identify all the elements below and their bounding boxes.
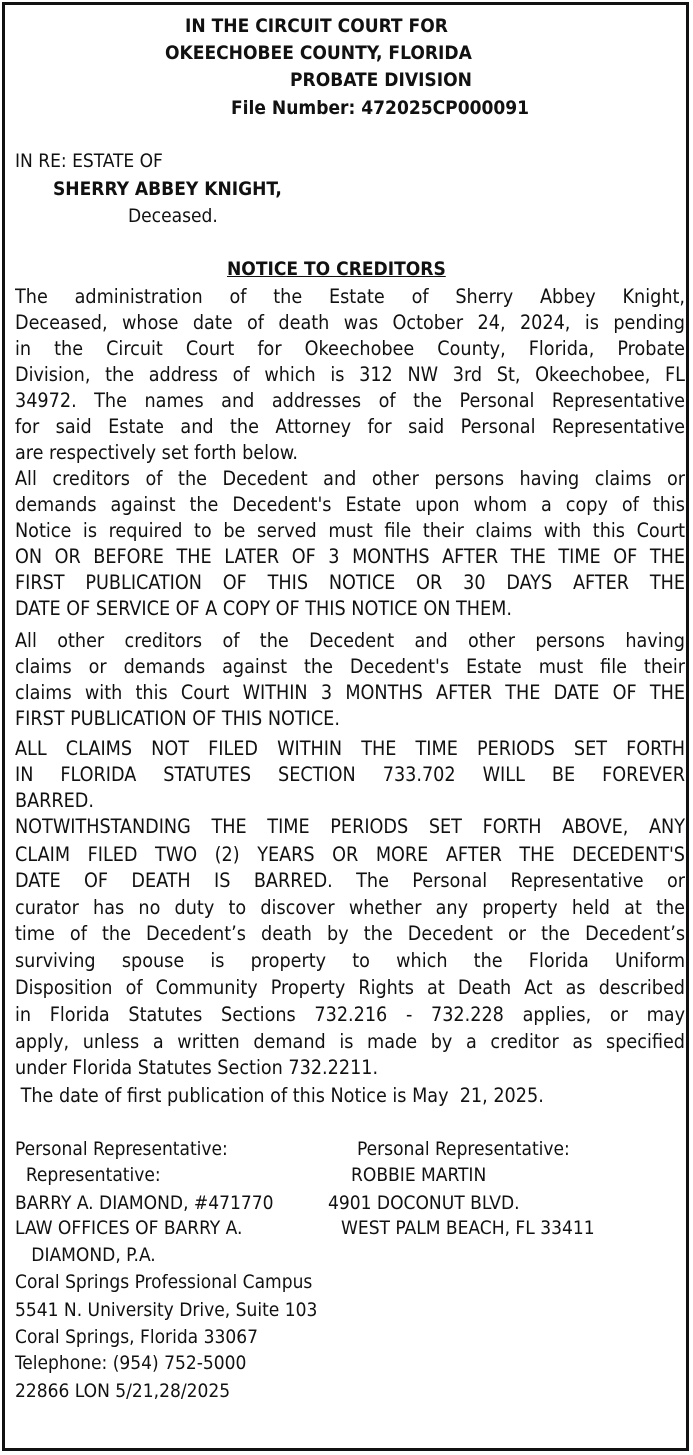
p3-line-4: FIRST PUBLICATION OF THIS NOTICE. xyxy=(15,707,340,730)
attorney-label: Personal Representative: xyxy=(15,1138,228,1160)
attorney-name: BARRY A. DIAMOND, #471770 xyxy=(15,1192,274,1214)
p1-line-3: in the Circuit Court for Okeechobee County, Florida, Probate xyxy=(15,337,685,360)
representative-street: 4901 DOCONUT BLVD. xyxy=(328,1192,520,1214)
p5-line-3: DATE OF DEATH IS BARRED. The Personal Representative or xyxy=(15,869,685,892)
p5-line-1: NOTWITHSTANDING THE TIME PERIODS SET FORTH ABOVE, ANY xyxy=(15,815,685,838)
p2-line-4: ON OR BEFORE THE LATER OF 3 MONTHS AFTER THE TIME OF THE xyxy=(15,545,685,568)
attorney-label-2: Representative: xyxy=(15,1164,161,1186)
publication-date: The date of first publication of this Notice is May 21, 2025. xyxy=(15,1084,544,1107)
decedent-name: SHERRY ABBEY KNIGHT, xyxy=(53,178,282,200)
p1-line-7: are respectively set forth below. xyxy=(15,441,299,464)
p5-line-5: time of the Decedent’s death by the Decedent or the Decedent’s xyxy=(15,922,685,945)
legal-notice xyxy=(2,2,689,1451)
p2-line-5: FIRST PUBLICATION OF THIS NOTICE OR 30 DAYS AFTER THE xyxy=(15,571,685,594)
representative-label: Personal Representative: xyxy=(357,1138,570,1160)
p2-line-6: DATE OF SERVICE OF A COPY OF THIS NOTICE ON THEM. xyxy=(15,597,512,620)
representative-city: WEST PALM BEACH, FL 33411 xyxy=(341,1217,595,1239)
division-title: PROBATE DIVISION xyxy=(290,69,472,91)
p3-line-1: All other creditors of the Decedent and other persons having xyxy=(15,629,685,652)
deceased-label: Deceased. xyxy=(128,205,218,227)
attorney-firm-2: DIAMOND, P.A. xyxy=(15,1244,156,1266)
p3-line-3: claims with this Court WITHIN 3 MONTHS AFTER THE DATE OF THE xyxy=(15,681,685,704)
p5-line-6: surviving spouse is property to which the Florida Uniform xyxy=(15,949,685,972)
attorney-firm-1: LAW OFFICES OF BARRY A. xyxy=(15,1217,243,1239)
p5-line-4: curator has no duty to discover whether any property held at the xyxy=(15,896,685,919)
attorney-phone: Telephone: (954) 752-5000 xyxy=(15,1352,247,1374)
attorney-campus: Coral Springs Professional Campus xyxy=(15,1271,313,1293)
p1-line-6: for said Estate and the Attorney for said Personal Representative xyxy=(15,415,685,438)
court-line-1: IN THE CIRCUIT COURT FOR xyxy=(185,15,448,37)
p4-line-3: BARRED. xyxy=(15,789,94,812)
representative-name: ROBBIE MARTIN xyxy=(351,1164,487,1186)
p5-line-10: under Florida Statutes Section 732.2211. xyxy=(15,1056,379,1079)
p2-line-3: Notice is required to be served must file their claims with this Court xyxy=(15,519,685,542)
p5-line-9: apply, unless a written demand is made by a creditor as specified xyxy=(15,1030,685,1053)
p4-line-1: ALL CLAIMS NOT FILED WITHIN THE TIME PERIODS SET FORTH xyxy=(15,737,685,760)
p2-line-1: All creditors of the Decedent and other persons having claims or xyxy=(15,467,685,490)
p1-line-2: Deceased, whose date of death was October 24, 2024, is pending xyxy=(15,311,685,334)
court-line-2: OKEECHOBEE COUNTY, FLORIDA xyxy=(165,42,472,64)
p4-line-2: IN FLORIDA STATUTES SECTION 733.702 WILL BE FOREVER xyxy=(15,763,685,786)
p5-line-7: Disposition of Community Property Rights at Death Act as described xyxy=(15,976,685,999)
in-re-label: IN RE: ESTATE OF xyxy=(15,150,163,172)
p1-line-5: 34972. The names and addresses of the Personal Representative xyxy=(15,389,685,412)
p5-line-2: CLAIM FILED TWO (2) YEARS OR MORE AFTER THE DECEDENT'S xyxy=(15,843,685,866)
publication-reference: 22866 LON 5/21,28/2025 xyxy=(15,1380,231,1402)
notice-title: NOTICE TO CREDITORS xyxy=(227,258,446,280)
p1-line-4: Division, the address of which is 312 NW 3rd St, Okeechobee, FL xyxy=(15,363,685,386)
p5-line-8: in Florida Statutes Sections 732.216 - 732.228 applies, or may xyxy=(15,1003,685,1026)
attorney-city: Coral Springs, Florida 33067 xyxy=(15,1326,258,1348)
p3-line-2: claims or demands against the Decedent's Estate must file their xyxy=(15,655,685,678)
file-number: File Number: 472025CP000091 xyxy=(231,97,530,119)
p2-line-2: demands against the Decedent's Estate upon whom a copy of this xyxy=(15,493,685,516)
p1-line-1: The administration of the Estate of Sherry Abbey Knight, xyxy=(15,285,685,308)
attorney-street: 5541 N. University Drive, Suite 103 xyxy=(15,1299,318,1321)
